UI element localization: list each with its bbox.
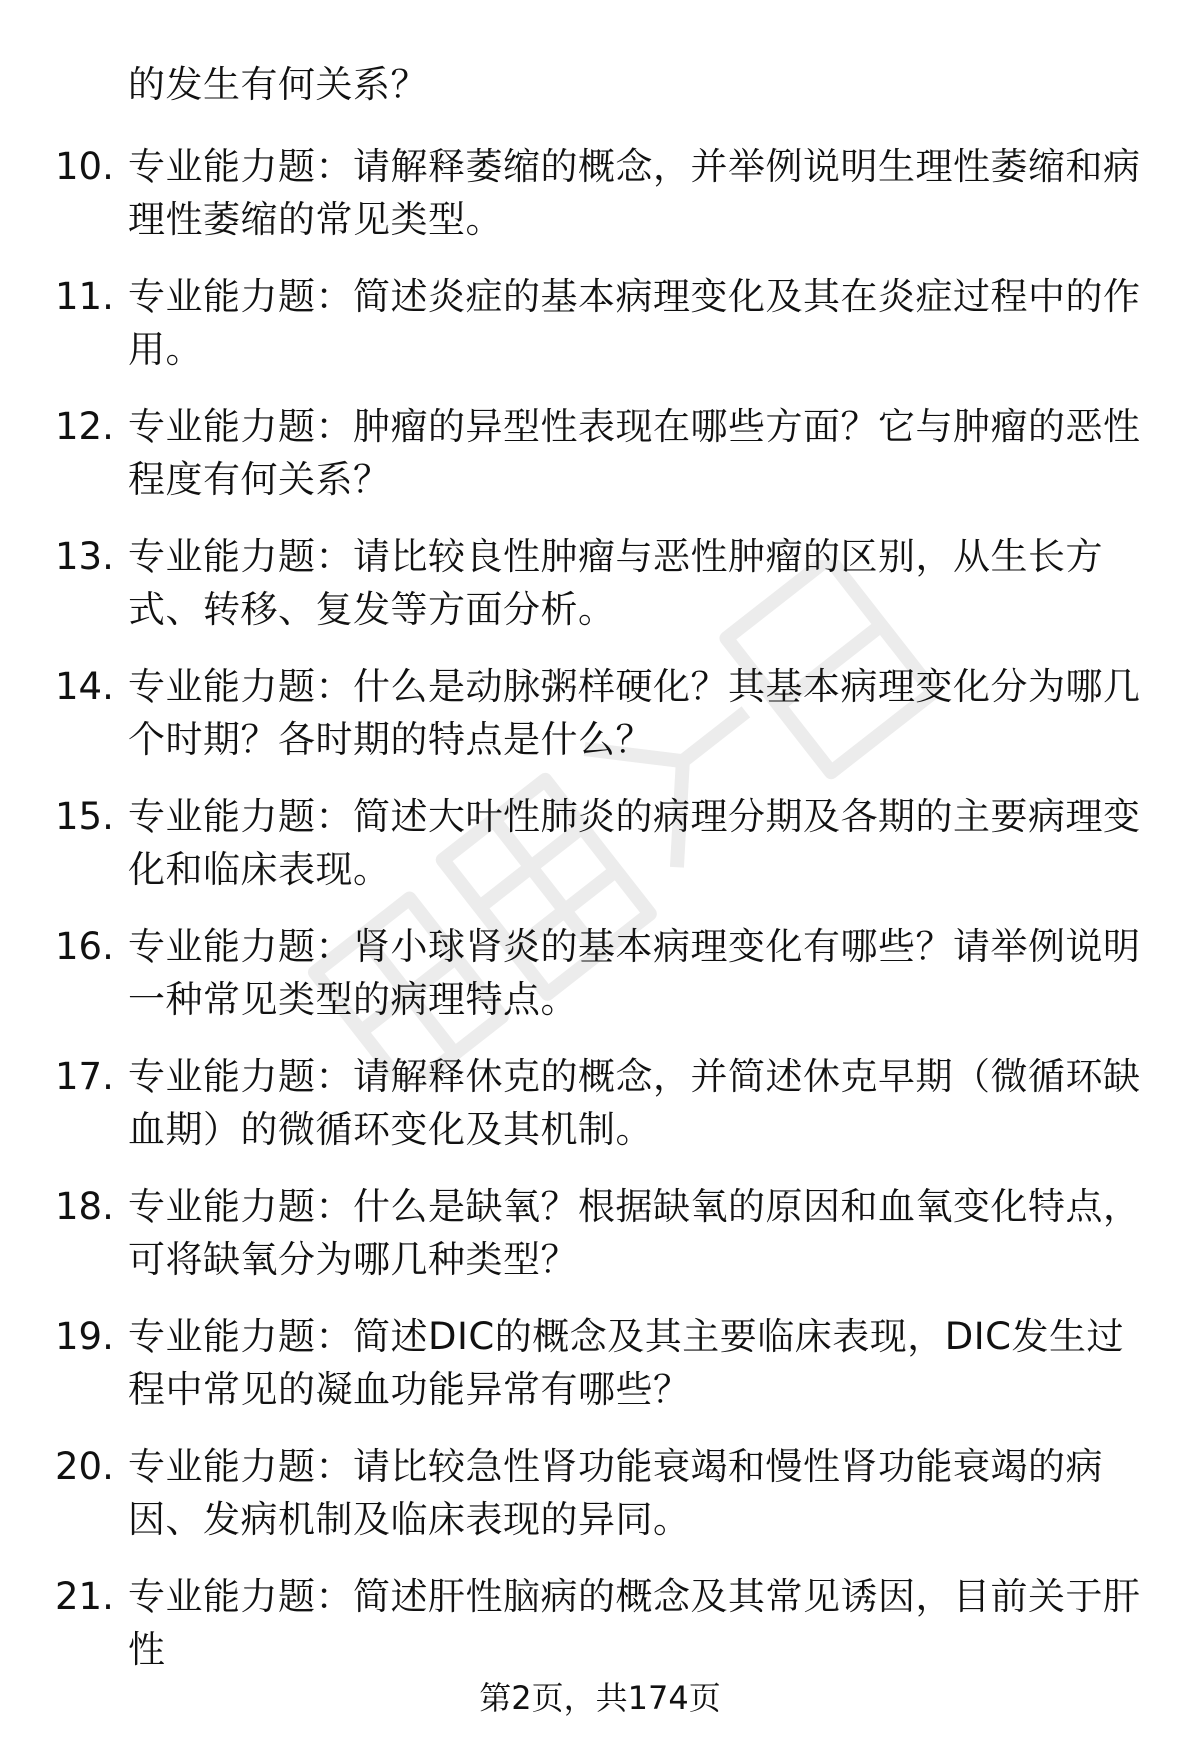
question-text: 专业能力题：请解释休克的概念，并简述休克早期（微循环缺血期）的微循环变化及其机制。 [128,1055,1141,1151]
question-text: 专业能力题：简述DIC的概念及其主要临床表现，DIC发生过程中常见的凝血功能异常有哪些？ [128,1315,1124,1411]
question-item [0,270,1200,400]
page-footer: 第2页，共174页 [479,1679,721,1717]
question-text: 专业能力题：请比较良性肿瘤与恶性肿瘤的区别，从生长方式、转移、复发等方面分析。 [128,535,1103,631]
question-text: 专业能力题：请比较急性肾功能衰竭和慢性肾功能衰竭的病因、发病机制及临床表现的异同。 [128,1445,1103,1541]
question-text: 专业能力题：请解释萎缩的概念，并举例说明生理性萎缩和病理性萎缩的常见类型。 [128,145,1141,241]
question-number: 16. [55,925,114,968]
question-number: 21. [55,1575,114,1618]
question-item [0,1180,1200,1310]
question-number: 10. [55,145,114,188]
question-item [0,400,1200,530]
question-number: 13. [55,535,114,578]
question-text: 专业能力题：简述炎症的基本病理变化及其在炎症过程中的作用。 [128,275,1141,371]
question-text: 专业能力题：肿瘤的异型性表现在哪些方面？它与肿瘤的恶性程度有何关系？ [128,405,1141,501]
question-number: 18. [55,1185,114,1228]
question-text: 专业能力题：简述肝性脑病的概念及其常见诱因，目前关于肝性 [128,1575,1141,1671]
question-item [0,920,1200,1050]
question-item [0,660,1200,790]
question-number: 15. [55,795,114,838]
continuation-text: 的发生有何关系？ [128,63,428,106]
question-item [0,1310,1200,1440]
question-number: 19. [55,1315,114,1358]
question-text: 专业能力题：什么是动脉粥样硬化？其基本病理变化分为哪几个时期？各时期的特点是什么？ [128,665,1141,761]
question-text: 专业能力题：什么是缺氧？根据缺氧的原因和血氧变化特点，可将缺氧分为哪几种类型？ [128,1185,1141,1281]
question-item [0,790,1200,920]
question-number: 11. [55,275,114,318]
question-item [0,530,1200,660]
question-item [0,1440,1200,1570]
question-number: 17. [55,1055,114,1098]
question-number: 20. [55,1445,114,1488]
question-number: 12. [55,405,114,448]
question-text: 专业能力题：肾小球肾炎的基本病理变化有哪些？请举例说明一种常见类型的病理特点。 [128,925,1141,1021]
question-item [0,1050,1200,1180]
question-list [0,140,1200,1700]
question-number: 14. [55,665,114,708]
question-text: 专业能力题：简述大叶性肺炎的病理分期及各期的主要病理变化和临床表现。 [128,795,1141,891]
question-item [0,140,1200,270]
